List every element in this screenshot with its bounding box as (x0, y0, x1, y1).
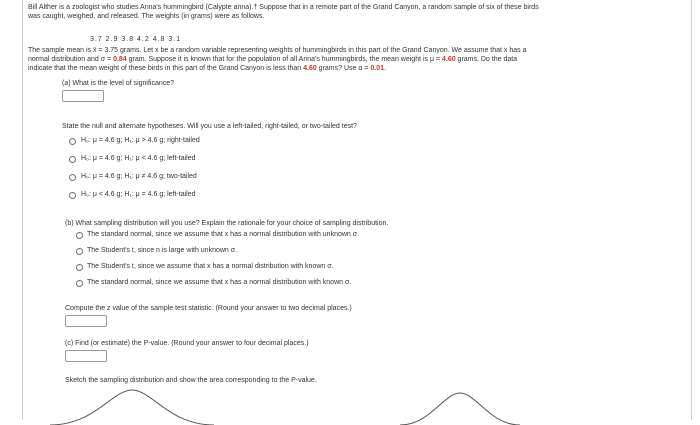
significance-input[interactable] (62, 90, 104, 102)
distribution-radio-1[interactable] (76, 232, 83, 239)
problem-line-5: indicate that the mean weight of these birds in this part of the Grand Canyon is less than 4.60 grams? Use α = 0.01. (28, 65, 386, 72)
distribution-radio-4[interactable] (76, 280, 83, 287)
problem-line-3: The sample mean is x̄ = 3.75 grams. Let x be a random variable representing weights of hummingbirds in this part of the Grand Canyon. We assume that x has a (28, 47, 527, 54)
hypothesis-radio-4[interactable] (69, 192, 76, 199)
mu-value: 4.60 (441, 56, 456, 63)
distribution-radio-2[interactable] (76, 248, 83, 255)
distribution-option-2[interactable]: The Student's t, since n is large with unknown σ. (87, 247, 238, 254)
problem-line-1: Bill Alther is a zoologist who studies Anna's hummingbird (Calypte anna).† Suppose that in a remote part of the Grand Canyon, a random sample of six of these birds (28, 4, 539, 11)
part-b-label: (b) What sampling distribution will you use? Explain the rationale for your choice of sampling distribution. (65, 220, 389, 227)
distribution-option-4[interactable]: The standard normal, since we assume that x has a normal distribution with known σ. (87, 279, 352, 286)
hypothesis-option-3[interactable]: H₀: μ = 4.6 g; H₁: μ ≠ 4.6 g; two-tailed (81, 173, 197, 180)
z-stat-input[interactable] (65, 315, 107, 327)
hypotheses-prompt: State the null and alternate hypotheses. Will you use a left-tailed, right-tailed, or two-tailed test? (62, 123, 357, 130)
p-value-input[interactable] (65, 350, 107, 362)
sketch-curve-2[interactable] (400, 393, 520, 425)
distribution-radio-3[interactable] (76, 264, 83, 271)
sigma-value: 0.84 (113, 56, 127, 63)
hypothesis-radio-2[interactable] (69, 156, 76, 163)
part-a-label: (a) What is the level of significance? (62, 80, 175, 87)
hypothesis-option-4[interactable]: H₀: μ < 4.6 g; H₁: μ = 4.6 g; left-tailed (81, 191, 196, 198)
distribution-option-3[interactable]: The Student's t, since we assume that x has a normal distribution with known σ. (87, 263, 334, 270)
data-values: 3.7 2.9 3.8 4.2 4.8 3.1 (90, 36, 182, 43)
hypothesis-option-2[interactable]: H₀: μ = 4.6 g; H₁: μ < 4.6 g; left-tailed (81, 155, 196, 162)
distribution-option-1[interactable]: The standard normal, since we assume that x has a normal distribution with unknown σ. (87, 231, 360, 238)
mu-value-2: 4.60 (303, 65, 317, 72)
hypothesis-radio-1[interactable] (69, 138, 76, 145)
part-c-label: (c) Find (or estimate) the P-value. (Round your answer to four decimal places.) (65, 340, 309, 347)
hypothesis-radio-3[interactable] (69, 174, 76, 181)
z-stat-label: Compute the z value of the sample test statistic. (Round your answer to two decimal places.) (65, 305, 352, 312)
problem-line-4: normal distribution and σ = 0.84 gram. Suppose it is known that for the population of all Anna's hummingbirds, the mean weight is μ = 4.60 grams. Do the data (28, 56, 518, 63)
alpha-value: 0.01 (370, 65, 385, 72)
sketch-graph-options (0, 385, 700, 425)
sketch-label: Sketch the sampling distribution and show the area corresponding to the P-value. (65, 377, 317, 384)
problem-line-2: was caught, weighed, and released. The weights (in grams) were as follows. (28, 13, 265, 20)
hypothesis-option-1[interactable]: H₀: μ = 4.6 g; H₁: μ > 4.6 g; right-tailed (81, 137, 200, 144)
